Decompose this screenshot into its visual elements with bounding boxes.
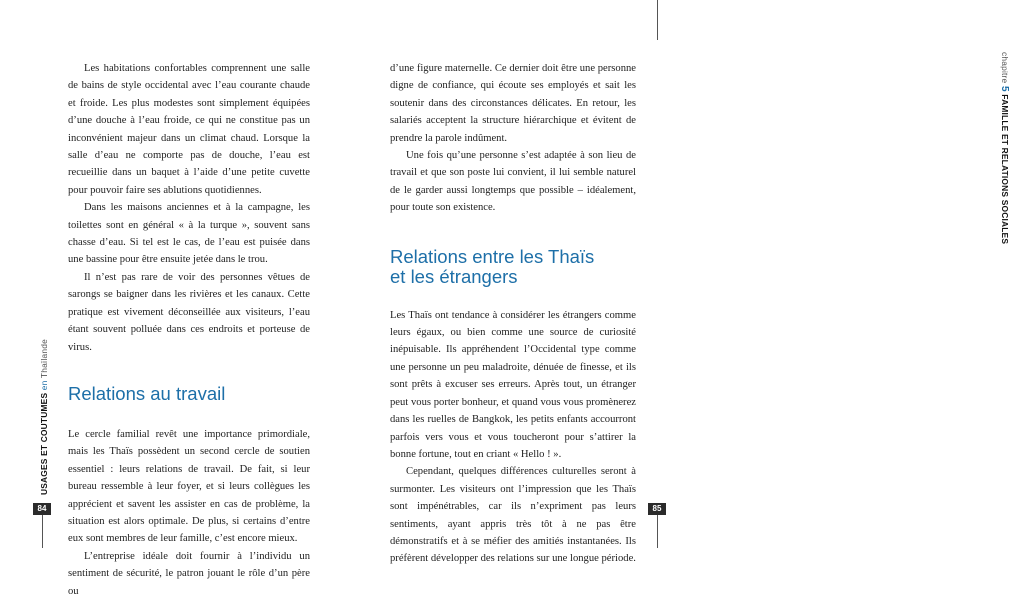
paragraph: Une fois qu’une personne s’est adaptée à son lieu de travail et que son poste lui convient, il lui semble naturel de le garder aussi longtemps que possible – idéalement, pour toute son existence. [390,150,636,214]
chapter-sidebar [999,52,1010,244]
chapter-label: chapitre [1000,52,1010,84]
page-number-left: 84 [33,503,51,515]
left-page [0,0,350,597]
page-rule-right-top [657,0,658,40]
paragraph: Les Thaïs ont tendance à considérer les étrangers comme leurs égaux, ou bien comme une source de curiosité inépuisable. Ils appréhendent l’Occidental type comme une personne un peu maladroite, dénuée de finesse, et ils sont prêts à excuser ses erreurs. Après tout, un étranger peut vous porter bonheur, et quand vous vous promènerez dans les ruelles de Bangkok, les petits enfants accourront parfois vers vous et vous toucheront pour s’attirer la bonne fortune, tout en criant « Hello ! ». [390,309,636,460]
left-text-column [68,60,310,600]
page-number-right: 85 [648,503,666,515]
right-text-column [390,60,636,568]
heading-line-2: et les étrangers [390,265,518,287]
paragraph: d’une figure maternelle. Ce dernier doit être une personne digne de confiance, qui écoute ses employés et sait les soutenir dans des circonstances délicates. En retour, les salariés acceptent la structure hiérarchique et évitent de prendre la parole indûment. [390,63,636,144]
section-heading-work: Relations au travail [68,382,226,404]
page-rule-left [42,515,43,548]
book-title: USAGES ET COUTUMES [39,392,49,495]
paragraph: Les habitations confortables comprennent une salle de bains de style occidental avec l’eau courante chaude et froide. Les plus modestes sont simplement équipées d’une douche à l’eau froide, ce qui ne constitue pas un inconvénient majeur dans un climat chaud. Lorsque la salle d’eau ne comporte pas de douche, l’eau est recueillie dans un baquet à l’aide d’une petite cuvette pour pouvoir faire ses ablutions quotidiennes. [68,63,310,196]
paragraph: L’entreprise idéale doit fournir à l’individu un sentiment de sécurité, le patron jouant le rôle d’un père ou [68,550,310,597]
paragraph: Dans les maisons anciennes et à la campagne, les toilettes sont en général « à la turque », souvent sans chasse d’eau. Si tel est le cas, de l’eau est puisée dans une bassine pour être ensuite jetée dans le trou. [68,202,310,266]
chapter-title: FAMILLE ET RELATIONS SOCIALES [1000,94,1010,245]
section-heading-foreigners [390,247,636,287]
book-title-sidebar [39,339,49,495]
paragraph: Le cercle familial revêt une importance primordiale, mais les Thaïs possèdent un second cercle de soutien essentiel : leurs relations de travail. De fait, si leur bureau ressemble à leur foyer, et si leurs collègues les apprécient et savent les assister en cas de problème, la situation est alors optimale. De plus, si certains d’entre eux sont membres de leur famille, c’est encore mieux. [68,428,310,545]
paragraph: Il n’est pas rare de voir des personnes vêtues de sarongs se baigner dans les rivières et les canaux. Cette pratique est vivement déconseillée aux visiteurs, l’eau étant souvent polluée dans ces endroits et porteuse de virus. [68,271,310,353]
right-page [350,0,1010,565]
heading-line-1: Relations entre les Thaïs [390,245,595,267]
book-title-connector: en [39,380,49,391]
chapter-number: 5 [999,85,1010,92]
paragraph: Cependant, quelques différences culturelles seront à surmonter. Les visiteurs ont l’impression que les Thaïs sont impénétrables, car ils n’expriment pas leurs sentiments, ayant appris très tôt à ne pas être démonstratifs et à se méfier des amitiés instantanées. Ils préfèrent développer des relations sur une longue période. [390,466,636,565]
book-title-country: Thaïlande [39,339,49,379]
page-rule-right [657,515,658,548]
